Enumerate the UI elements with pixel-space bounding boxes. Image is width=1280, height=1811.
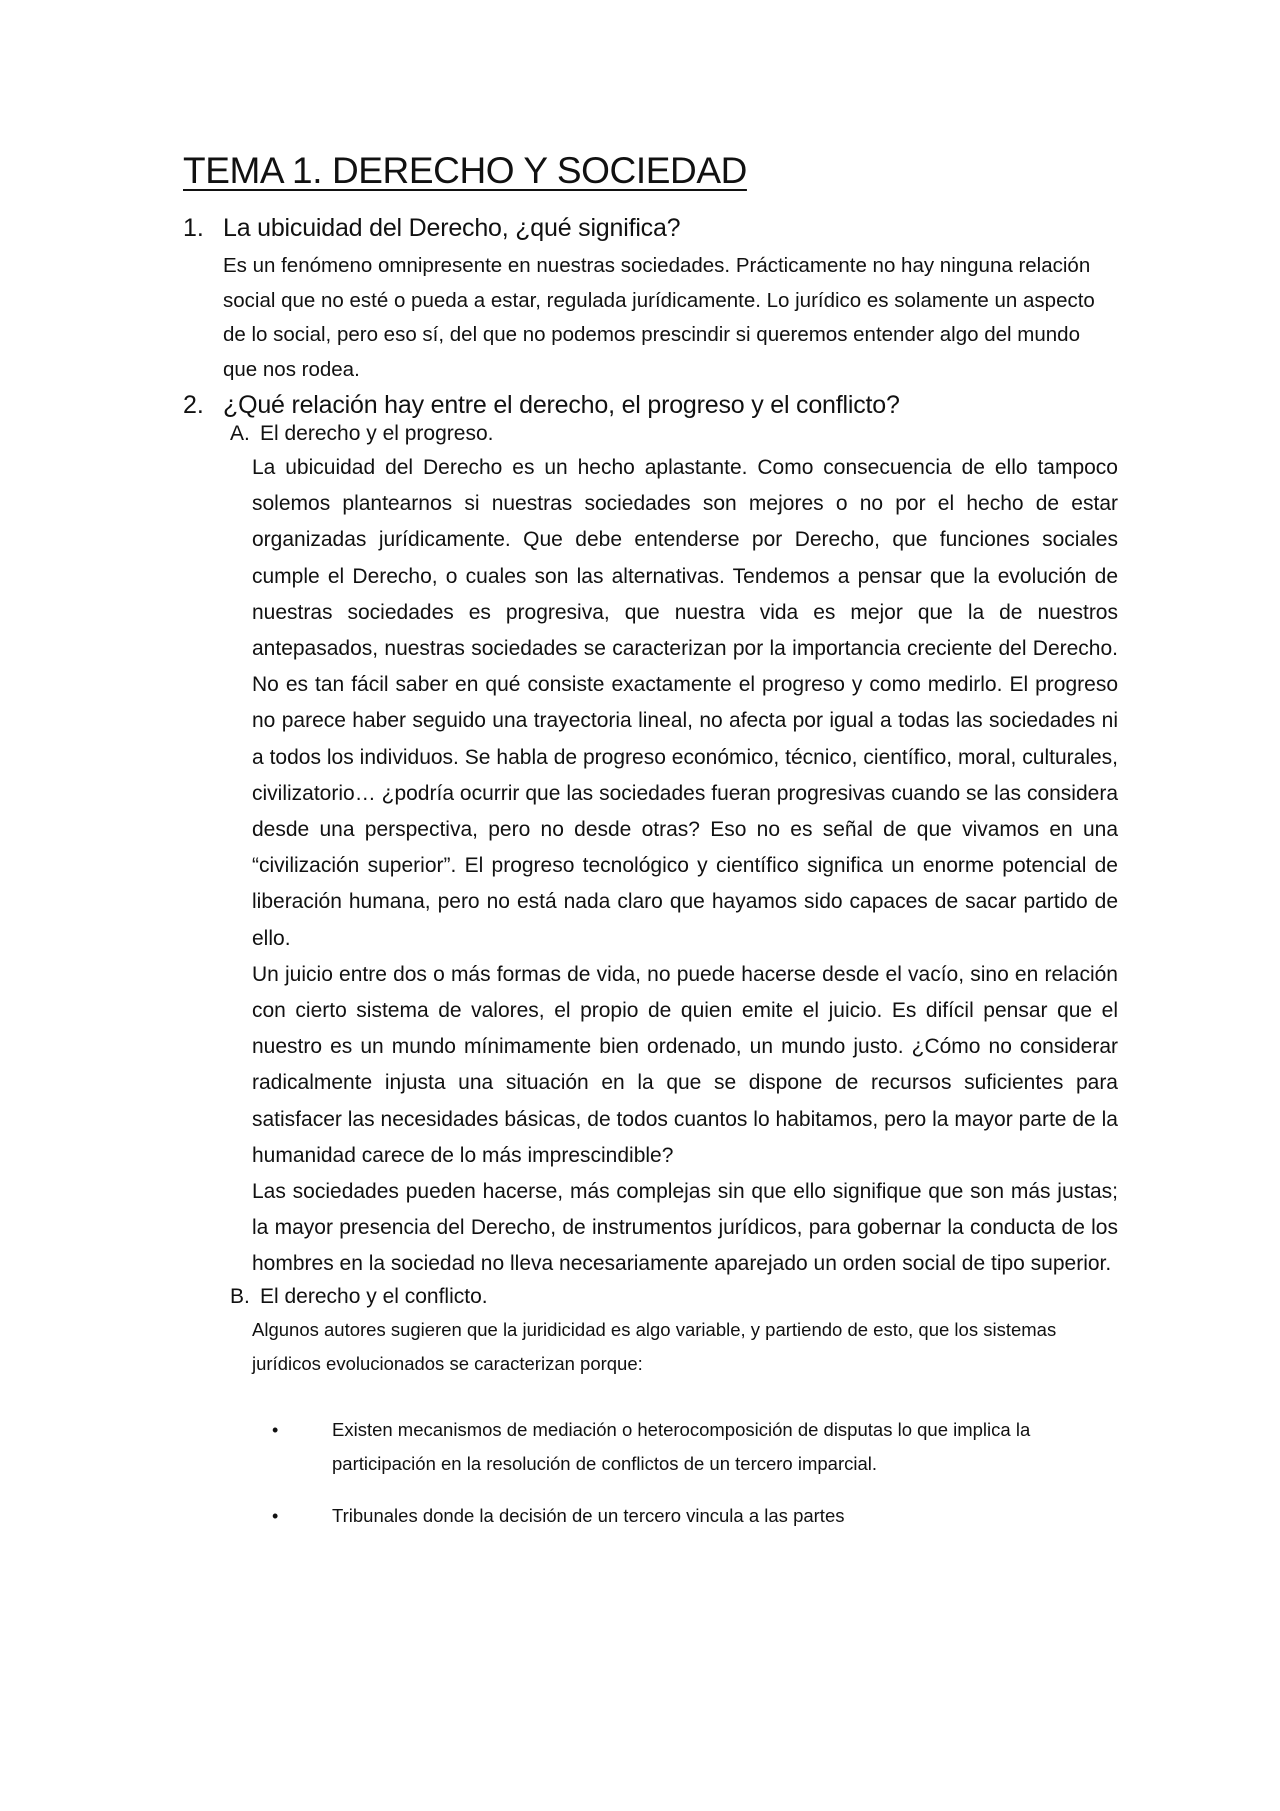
page-title: TEMA 1. DERECHO Y SOCIEDAD — [183, 150, 747, 191]
question-1-answer: Es un fenómeno omnipresente en nuestras sociedades. Prácticamente no hay ninguna relación social que no esté o pueda a estar, regulada jurídicamente. Lo jurídico es solamente un aspecto de lo social, pero eso sí, del que no podemos prescindir si queremos entender algo del mundo que nos rodea. — [223, 254, 1095, 381]
section-letter: A. — [230, 422, 250, 445]
section-title: El derecho y el progreso. — [260, 422, 494, 445]
question-2 — [183, 391, 1110, 420]
question-1 — [183, 214, 1110, 243]
bullet-list — [183, 1413, 1110, 1533]
paragraph: Un juicio entre dos o más formas de vida, no puede hacerse desde el vacío, sino en relación con cierto sistema de valores, el propio de quien emite el juicio. Es difícil pensar que el nuestro es un mundo mínimamente bien ordenado, un mundo justo. ¿Cómo no considerar radicalmente injusta una situación en la que se dispone de recursos suficientes para satisfacer las necesidades básicas, de todos cuantos lo habitamos, pero la mayor parte de la humanidad carece de lo más imprescindible? — [252, 962, 1118, 1167]
question-text: ¿Qué relación hay entre el derecho, el progreso y el conflicto? — [223, 391, 900, 419]
bullet-icon: • — [272, 1505, 279, 1526]
list-item — [183, 1413, 1110, 1481]
paragraph: La ubicuidad del Derecho es un hecho aplastante. Como consecuencia de ello tampoco solemos plantearnos si nuestras sociedades son mejores o no por el hecho de estar organizadas jurídicamente. Que debe entenderse por Derecho, que funciones sociales cumple el Derecho, o cuales son las alternativas. Tendemos a pensar que la evolución de nuestras sociedades es progresiva, que nuestra vida es mejor que la de nuestros antepasados, nuestras sociedades se caracterizan por la importancia creciente del Derecho. No es tan fácil saber en qué consiste exactamente el progreso y como medirlo. El progreso no parece haber seguido una trayectoria lineal, no afecta por igual a todas las sociedades ni a todos los individuos. Se habla de progreso económico, técnico, científico, moral, culturales, civilizatorio… ¿podría ocurrir que las sociedades fueran progresivas cuando se las considera desde una perspectiva, pero no desde otras? Eso no es señal de que vivamos en una “civilización superior”. El progreso tecnológico y científico significa un enorme potencial de liberación humana, pero no está nada claro que hayamos sido capaces de sacar partido de ello. — [252, 456, 1118, 950]
section-letter: B. — [230, 1284, 250, 1308]
list-item-text: Existen mecanismos de mediación o heterocomposición de disputas lo que implica la participación en la resolución de conflictos de un tercero imparcial. — [332, 1418, 1031, 1474]
question-text: La ubicuidad del Derecho, ¿qué significa? — [223, 214, 681, 242]
section-b-heading — [230, 1285, 1110, 1309]
section-a-body — [252, 450, 1118, 1283]
question-number: 2. — [183, 391, 204, 419]
list-item-text: Tribunales donde la decisión de un tercero vincula a las partes — [332, 1504, 845, 1526]
bullet-icon: • — [272, 1419, 279, 1440]
paragraph: Las sociedades pueden hacerse, más complejas sin que ello signifique que son más justas; la mayor presencia del Derecho, de instrumentos jurídicos, para gobernar la conducta de los hombres en la sociedad no lleva necesariamente aparejado un orden social de tipo superior. — [252, 1180, 1118, 1276]
section-title: El derecho y el conflicto. — [260, 1284, 488, 1308]
section-b-intro: Algunos autores sugieren que la juridicidad es algo variable, y partiendo de esto, que los sistemas jurídicos evolucionados se caracterizan porque: — [252, 1318, 1057, 1374]
list-item — [183, 1499, 1110, 1533]
question-number: 1. — [183, 214, 204, 242]
section-a-heading — [230, 422, 1110, 446]
